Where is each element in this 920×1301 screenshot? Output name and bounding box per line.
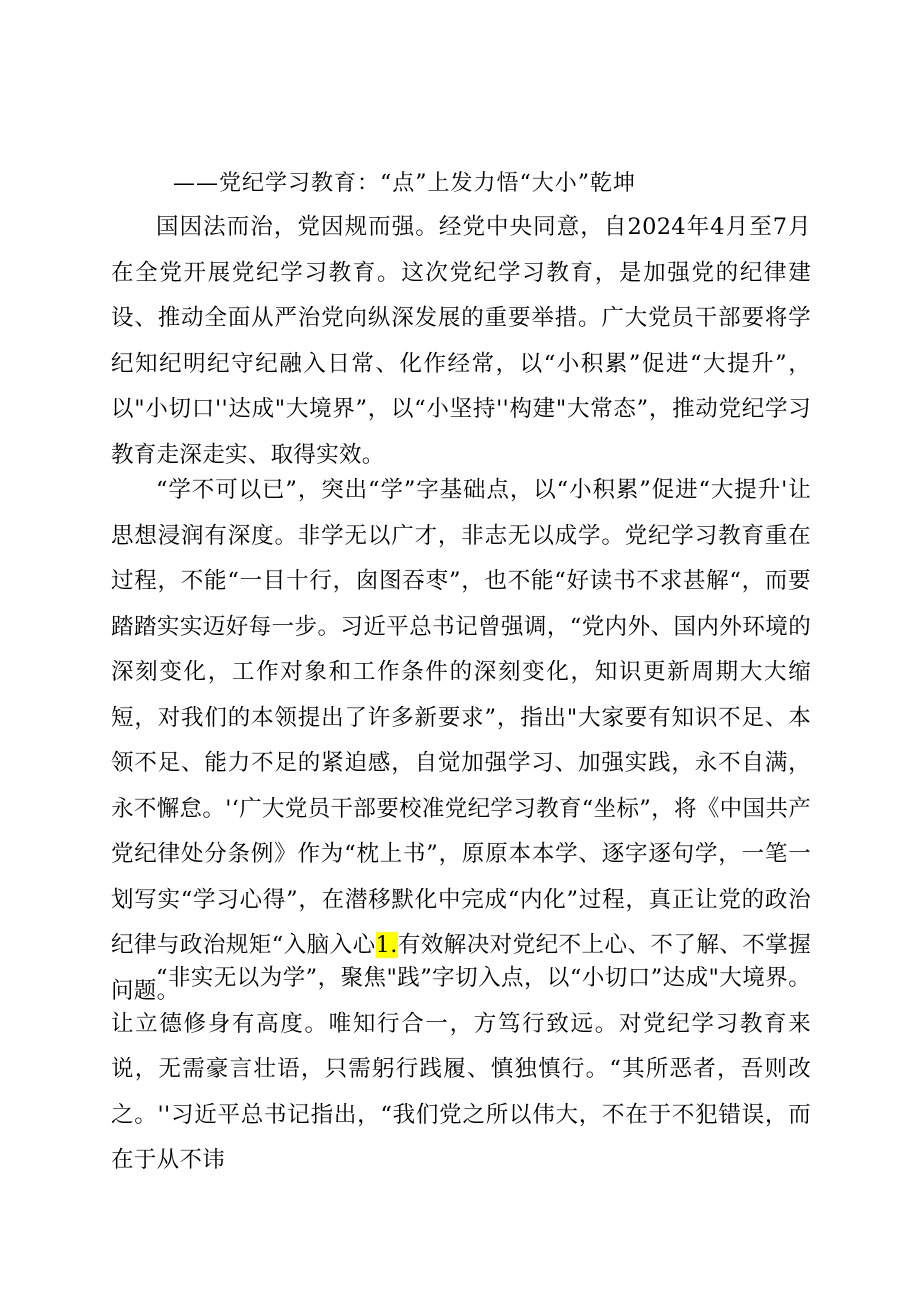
- paragraph-2: [111, 468, 811, 1014]
- document-title: ——党纪学习教育：“点”上发力悟“大小”乾坤: [173, 171, 636, 196]
- paragraph-2-text-before: “学不可以已”，突出“学”字基础点，以“小积累”促进“大提升'让思想浸润有深度。非学无以广才，非志无以成学。党纪学习教育重在过程，不能“一目十行，囱图吞枣”，也不能“好读书不求甚解“，而要踏踏实实迈好每一步。习近平总书记曾强调，“党内外、国内外环境的深刻变化，工作对象和工作条件的深刻变化，知识更新周期大大缩短，对我们的本领提出了许多新要求”，指出"大家要有知识不足、本领不足、能力不足的紧迫感，自觉加强学习、加强实践，永不自满，永不懈怠。'‘广大党员干部要校准党纪学习教育“坐标”，将《中国共产党纪律处分条例》作为“枕上书”，原原本本学、逐字逐句学，一笔一划写实“学习心得”，在潜移默化中完成“内化”过程，真正让党的政治纪律与政治规矩“入脑入心: [111, 477, 811, 958]
- paragraph-3: “非实无以为学”，聚焦"践”字切入点，以“小切口”达成"大境界。让立德修身有高度。唯知行合一，方笃行致远。对党纪学习教育来说，无需豪言壮语，只需躬行践履、慎独慎行。“其所恶者，吾则改之。''习近平总书记指出，“我们党之所以伟大，不在于不犯错误，而在于从不讳: [111, 965, 811, 1173]
- paragraph-2-text-after: 有效解决对党纪不上心、不了解、不掌握问题。: [111, 932, 812, 1004]
- paragraph-1: 国因法而治，党因规而强。经党中央同意，自2024年4月至7月在全党开展党纪学习教育。这次党纪学习教育，是加强党的纪律建设、推动全面从严治党向纵深发展的重要举措。广大党员干部要将学纪知纪明纪守纪融入日常、化作经常，以“小积累”促进“大提升”，以"小切口''达成"大境界”，以“小坚持''构建"大常态”，推动党纪学习教育走深走实、取得实效。: [111, 214, 811, 468]
- highlighted-mark: 1.: [375, 932, 398, 958]
